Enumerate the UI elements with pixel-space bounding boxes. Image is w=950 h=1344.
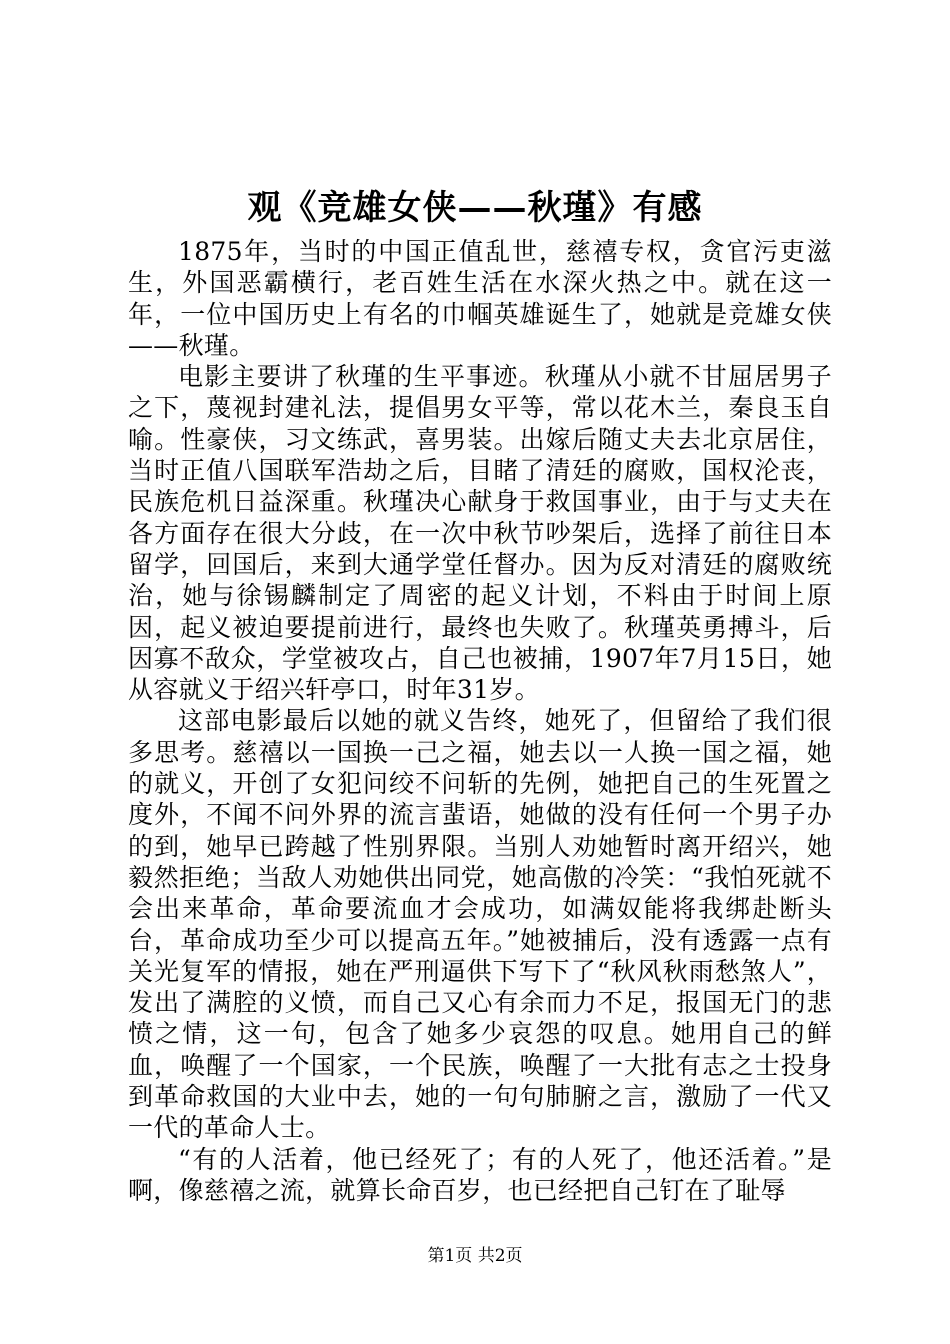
document-title: 观《竞雄女侠——秋瑾》有感: [247, 188, 703, 228]
paragraph-3: 这部电影最后以她的就义告终，她死了，但留给了我们很多思考。慈禧以一国换一己之福，她去以一人换一国之福，她的就义，开创了女犯问绞不问斩的先例，她把自己的生死置之度外，不闻不问外界的流言蜚语，她做的没有任何一个男子办的到，她早已跨越了性别界限。当别人劝她暂时离开绍兴，她毅然拒绝；当敌人劝她供出同党，她高傲的冷笑：“我怕死就不会出来革命，革命要流血才会成功，如满奴能将我绑赴断头台，革命成功至少可以提高五年。”她被捕后，没有透露一点有关光复军的情报，她在严刑逼供下写下了“秋风秋雨愁煞人”，发出了满腔的义愤，而自己又心有余而力不足，报国无门的悲愤之情，这一句，包含了她多少哀怨的叹息。她用自己的鲜血，唤醒了一个国家，一个民族，唤醒了一大批有志之士投身到革命救国的大业中去，她的一句句肺腑之言，激励了一代又一代的革命人士。: [128, 706, 832, 1143]
paragraph-1: 1875年，当时的中国正值乱世，慈禧专权，贪官污吏滋生，外国恶霸横行，老百姓生活在水深火热之中。就在这一年，一位中国历史上有名的巾帼英雄诞生了，她就是竞雄女侠——秋瑾。: [128, 237, 832, 360]
paragraph-4: “有的人活着，他已经死了；有的人死了，他还活着。”是啊，像慈禧之流，就算长命百岁，也已经把自己钉在了耻辱: [128, 1144, 832, 1205]
page-footer: 第1页 共2页: [427, 1246, 523, 1266]
document-body: [128, 236, 832, 1206]
paragraph-2: 电影主要讲了秋瑾的生平事迹。秋瑾从小就不甘屈居男子之下，蔑视封建礼法，提倡男女平等，常以花木兰，秦良玉自喻。性豪侠，习文练武，喜男装。出嫁后随丈夫去北京居住，当时正值八国联军浩劫之后，目睹了清廷的腐败，国权沦丧，民族危机日益深重。秋瑾决心献身于救国事业，由于与丈夫在各方面存在很大分歧，在一次中秋节吵架后，选择了前往日本留学，回国后，来到大通学堂任督办。因为反对清廷的腐败统治，她与徐锡麟制定了周密的起义计划，不料由于时间上原因，起义被迫要提前进行，最终也失败了。秋瑾英勇搏斗，后因寡不敌众，学堂被攻占，自己也被捕，1907年7月15日，她从容就义于绍兴轩亭口，时年31岁。: [128, 362, 832, 705]
